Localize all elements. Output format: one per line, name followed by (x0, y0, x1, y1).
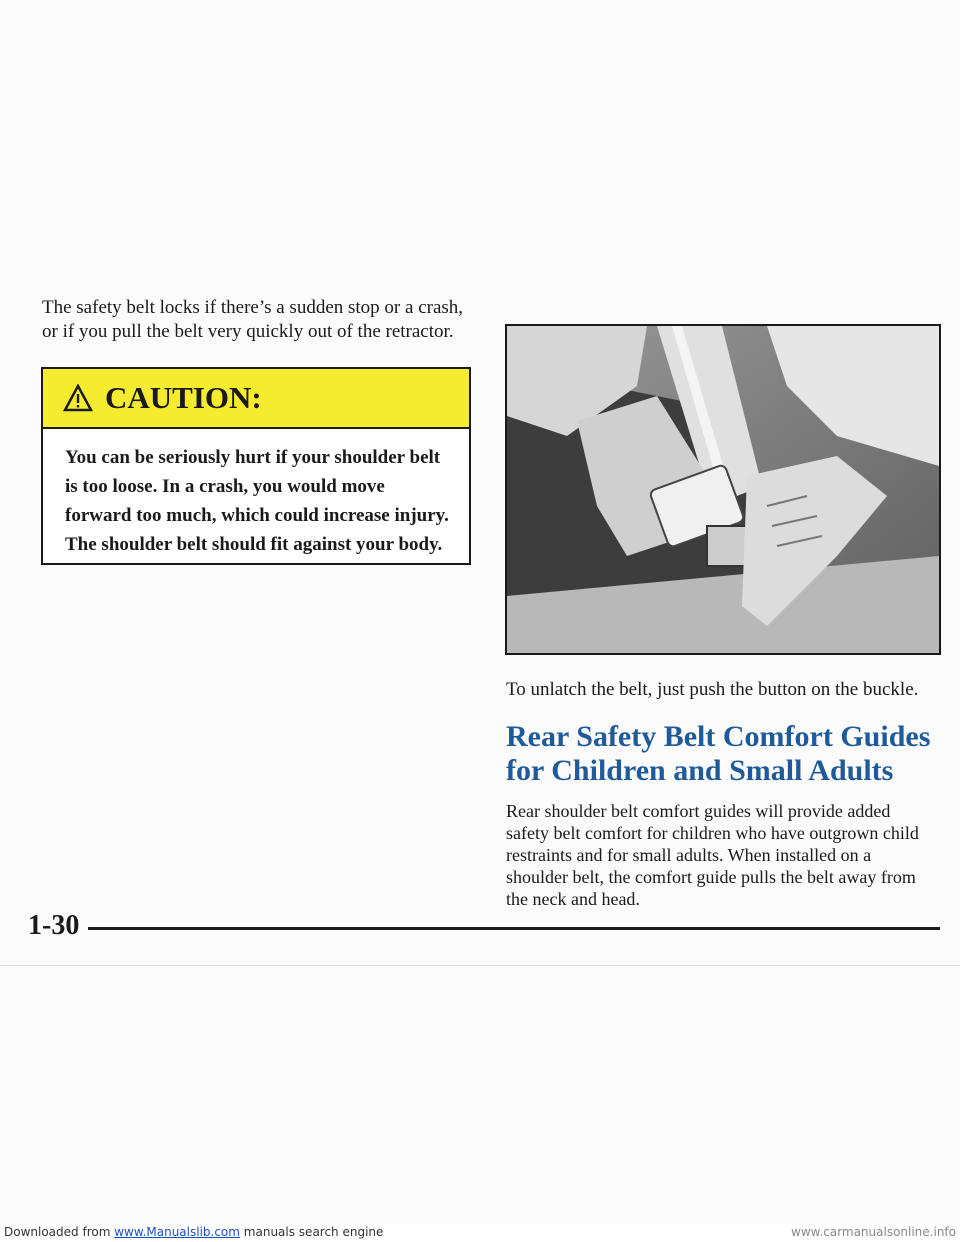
footer-suffix: manuals search engine (243, 1225, 384, 1239)
footer-download-note (4, 1225, 383, 1239)
download-footer (0, 1224, 960, 1242)
caution-header (43, 369, 469, 429)
photo-caption: To unlatch the belt, just push the button on the buckle. (506, 679, 919, 700)
seatbelt-buckle-photo (505, 324, 941, 655)
page-number: 1-30 (28, 910, 80, 941)
warning-triangle-icon (63, 384, 93, 412)
caution-label: CAUTION: (105, 380, 262, 415)
faint-divider (0, 965, 960, 966)
manualslib-link[interactable]: www.Manualslib.com (114, 1225, 240, 1239)
intro-paragraph: The safety belt locks if there’s a sudden stop or a crash, or if you pull the belt very quickly out of the retractor. (42, 297, 464, 342)
caution-text: You can be seriously hurt if your shoulder belt is too loose. In a crash, you would move forward too much, which could increase injury. The shoulder belt should fit against your body. (65, 447, 449, 555)
footer-rule (88, 927, 940, 930)
section-body: Rear shoulder belt comfort guides will provide added safety belt comfort for children who have outgrown child restraints and for small adults. When installed on a shoulder belt, the comfort guide pulls the belt away from the neck and head. (506, 801, 919, 909)
footer-prefix: Downloaded from (4, 1225, 111, 1239)
footer-watermark: www.carmanualsonline.info (791, 1225, 956, 1239)
section-heading: Rear Safety Belt Comfort Guides for Children and Small Adults (506, 720, 931, 787)
caution-box (41, 367, 471, 565)
seatbelt-photo-illustration (507, 326, 939, 653)
